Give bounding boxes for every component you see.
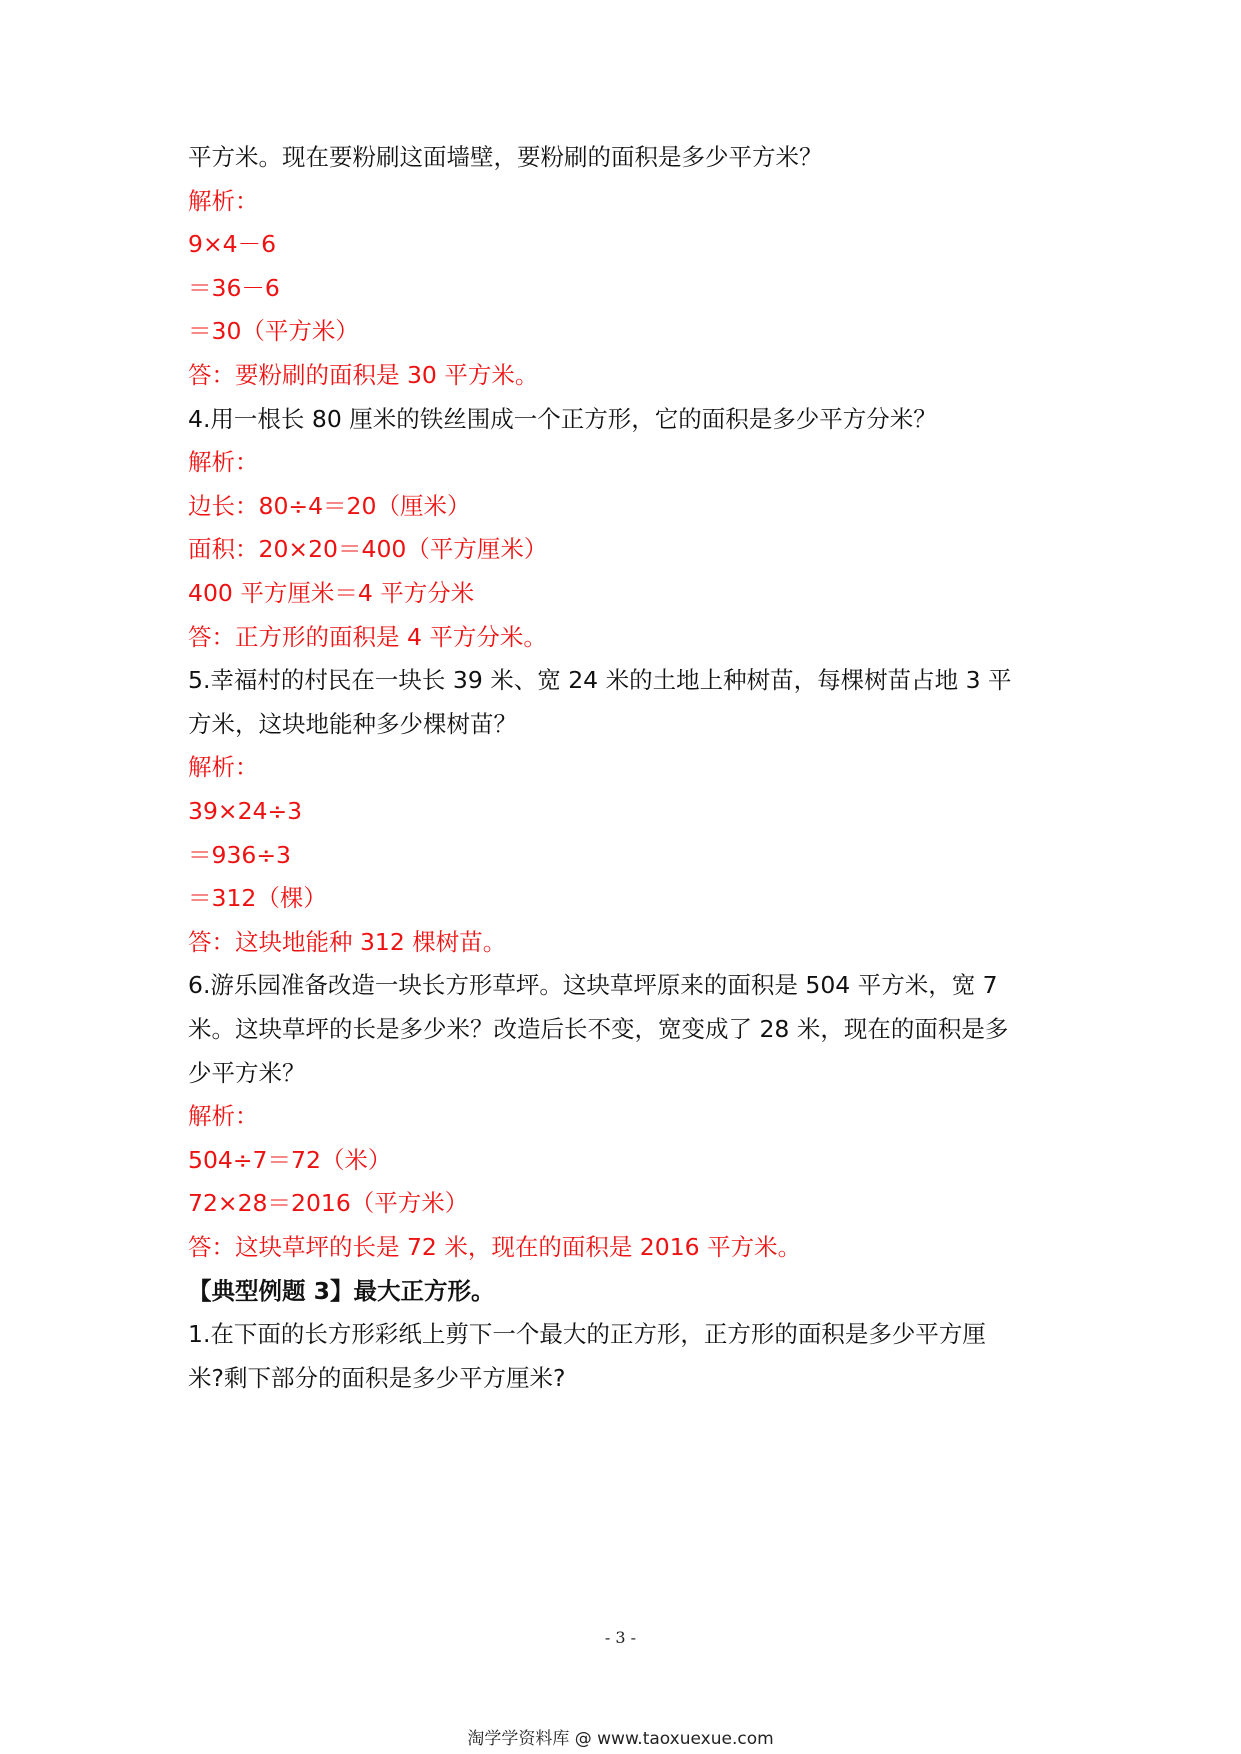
answer-line: 面积：20×20＝400（平方厘米） <box>188 535 548 564</box>
answer-line: 504÷7＝72（米） <box>188 1145 392 1174</box>
answer-line: 解析： <box>188 1102 259 1131</box>
answer-line: 39×24÷3 <box>188 797 303 825</box>
answer-line: ＝30（平方米） <box>188 317 359 346</box>
answer-line: 答：正方形的面积是 4 平方分米。 <box>188 622 547 651</box>
answer-line: ＝936÷3 <box>188 840 291 869</box>
answer-line: 解析： <box>188 448 259 477</box>
answer-line: 答：这块草坪的长是 72 米，现在的面积是 2016 平方米。 <box>188 1233 802 1261</box>
answer-line: ＝36－6 <box>188 273 280 302</box>
question-line: 6.游乐园准备改造一块长方形草坪。这块草坪原来的面积是 504 平方米，宽 7 <box>188 971 998 1000</box>
question-line: 5.幸福村的村民在一块长 39 米、宽 24 米的土地上种树苗，每棵树苗占地 3 平 <box>188 666 1012 695</box>
footer-watermark: 淘学学资料库 @ www.taoxuexue.com <box>467 1729 774 1749</box>
answer-line: 72×28＝2016（平方米） <box>188 1189 469 1218</box>
answer-line: 答：要粉刷的面积是 30 平方米。 <box>188 361 539 389</box>
answer-line: 9×4－6 <box>188 230 277 259</box>
answer-line: 边长：80÷4＝20（厘米） <box>188 491 471 520</box>
question-line: 平方米。现在要粉刷这面墙壁，要粉刷的面积是多少平方米？ <box>188 143 823 171</box>
question-line: 少平方米？ <box>188 1058 306 1087</box>
answer-line: 解析： <box>188 186 259 215</box>
answer-line: ＝312（棵） <box>188 884 327 913</box>
answer-line: 答：这块地能种 312 棵树苗。 <box>188 927 507 956</box>
answer-line: 400 平方厘米＝4 平方分米 <box>188 579 475 607</box>
question-line: 4.用一根长 80 厘米的铁丝围成一个正方形，它的面积是多少平方分米？ <box>188 404 937 433</box>
page-number: - 3 - <box>604 1628 637 1647</box>
question-line: 方米，这块地能种多少棵树苗？ <box>188 709 517 738</box>
question-line: 米。这块草坪的长是多少米？改造后长不变，宽变成了 28 米，现在的面积是多 <box>188 1015 1009 1043</box>
answer-line: 解析： <box>188 753 259 782</box>
question-line: 1.在下面的长方形彩纸上剪下一个最大的正方形，正方形的面积是多少平方厘 <box>188 1320 986 1349</box>
question-line: 米?剩下部分的面积是多少平方厘米? <box>188 1363 566 1392</box>
section-heading: 【典型例题 3】最大正方形。 <box>188 1276 495 1305</box>
